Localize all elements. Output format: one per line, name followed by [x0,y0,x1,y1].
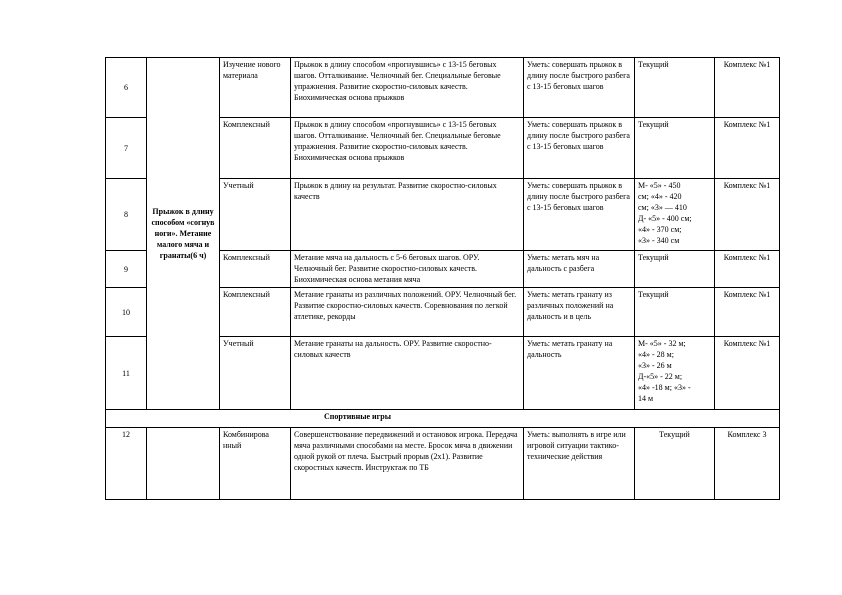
norm-line: Д-«5» - 22 м; [638,372,683,381]
topic-cell-empty [147,428,220,500]
lesson-type: Комбинирова нный [220,428,291,500]
topic-cell: Прыжок в длину способом «согнув ноги». Метание малого мяча и гранаты(6 ч) [147,58,220,410]
section-row [106,410,780,428]
row-number: 12 [106,428,147,500]
row-number: 7 [106,118,147,179]
lesson-content: Метание мяча на дальность с 5-6 беговых шагов. ОРУ. Челночный бег. Развитие скоростно-силовых качеств. Биохимическая основа метания мяча [291,251,524,288]
lesson-type: Комплексный [220,288,291,337]
lesson-content: Прыжок в длину на результат. Развитие скоростно-силовых качеств [291,179,524,251]
control-type: Текущий [635,288,715,337]
lesson-content: Совершенствование передвижений и остановок игрока. Передача мяча различными способами на месте. Бросок мяча в движении одной рукой от плеча. Быстрый прорыв (2х1). Развитие скоростных качеств. Инструктаж по ТБ [291,428,524,500]
lesson-requirements: Уметь: совершать прыжок в длину после быстрого разбега с 13-15 беговых шагов [524,179,635,251]
row-number: 10 [106,288,147,337]
control-type: Текущий [635,58,715,118]
lesson-type: Комплексный [220,251,291,288]
lesson-type: Учетный [220,337,291,410]
table-row [106,428,780,500]
lesson-content: Метание гранаты на дальность. ОРУ. Развитие скоростно-силовых качеств [291,337,524,410]
row-number: 8 [106,179,147,251]
section-title: Спортивные игры [106,410,780,428]
lesson-content: Прыжок в длину способом «прогнувшись» с 13-15 беговых шагов. Отталкивание. Челночный бег. Специальные беговые упражнения. Развитие скоростно-силовых качеств. Биохимическая основа прыжков [291,58,524,118]
lesson-requirements: Уметь: метать мяч на дальность с разбега [524,251,635,288]
norm-line: «4» - 28 м; [638,350,674,359]
row-number: 6 [106,58,147,118]
homework: Комплекс №1 [715,118,780,179]
norm-line: «3» - 26 м [638,361,672,370]
lesson-type: Изучение нового материала [220,58,291,118]
homework: Комплекс №1 [715,251,780,288]
homework: Комплекс №1 [715,58,780,118]
lesson-content: Прыжок в длину способом «прогнувшись» с 13-15 беговых шагов. Отталкивание. Челночный бег. Специальные беговые упражнения. Развитие скоростно-силовых качеств. Биохимическая основа прыжков [291,118,524,179]
lesson-requirements: Уметь: совершать прыжок в длину после быстрого разбега с 13-15 беговых шагов [524,58,635,118]
lesson-requirements: Уметь: метать гранату из различных положений на дальность и в цель [524,288,635,337]
lesson-type: Комплексный [220,118,291,179]
row-number: 11 [106,337,147,410]
norm-line: см; «4» - 420 [638,192,682,201]
control-norms [635,337,715,410]
lesson-requirements: Уметь: совершать прыжок в длину после быстрого разбега с 13-15 беговых шагов [524,118,635,179]
row-number: 9 [106,251,147,288]
norm-line: «3» - 340 см [638,236,680,245]
homework: Комплекс №1 [715,337,780,410]
norm-line: см; «3» — 410 [638,203,687,212]
control-norms [635,179,715,251]
control-type: Текущий [635,251,715,288]
homework: Комплекс №1 [715,288,780,337]
norm-line: «4» - 370 см; [638,225,682,234]
norm-line: М- «5» - 32 м; [638,339,686,348]
lesson-requirements: Уметь: выполнять в игре или игровой ситуации тактико-технические действия [524,428,635,500]
lesson-type: Учетный [220,179,291,251]
norm-line: «4» -18 м; «3» - [638,383,691,392]
homework: Комплекс 3 [715,428,780,500]
lesson-requirements: Уметь: метать гранату на дальность [524,337,635,410]
control-type: Текущий [635,428,715,500]
lesson-content: Метание гранаты из различных положений. ОРУ. Челночный бег. Развитие скоростно-силовых качеств. Соревнования по легкой атлетике, рекорды [291,288,524,337]
control-type: Текущий [635,118,715,179]
norm-line: М- «5» - 450 [638,181,681,190]
homework: Комплекс №1 [715,179,780,251]
norm-line: 14 м [638,394,654,403]
table-row [106,58,780,118]
norm-line: Д- «5» - 400 см; [638,214,692,223]
lesson-plan-table [105,57,780,500]
